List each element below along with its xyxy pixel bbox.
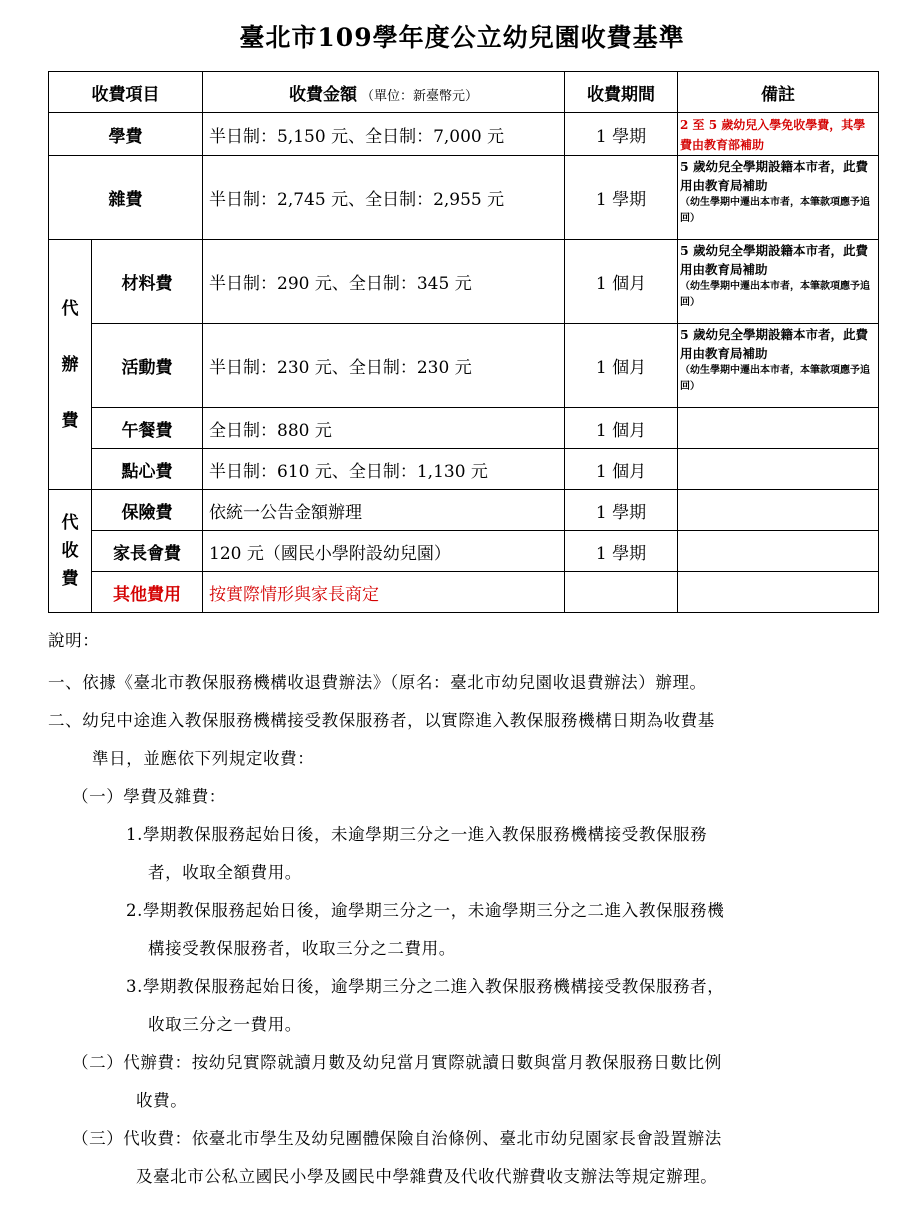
remark-materials <box>678 240 879 324</box>
period-other <box>565 572 678 613</box>
amount-snack: 半日制：610 元、全日制：1,130 元 <box>203 449 565 490</box>
remark-lunch <box>678 408 879 449</box>
item-other: 其他費用 <box>92 572 203 613</box>
table-row-lunch <box>49 408 879 449</box>
note-2-line-2: 準日，並應依下列規定收費： <box>92 749 315 768</box>
header-amount-label: 收費金額 <box>288 84 357 105</box>
period-lunch: 1 個月 <box>565 408 678 449</box>
item-parents: 家長會費 <box>92 531 203 572</box>
period-materials: 1 個月 <box>565 240 678 324</box>
item-activity: 活動費 <box>92 324 203 408</box>
period-tuition: 1 學期 <box>565 113 678 156</box>
table-row-other <box>49 572 879 613</box>
remark-activity-sub: （幼生學期中遷出本市者，本筆款項應予追回） <box>680 365 870 392</box>
note-2-item-3-line-2: 收取三分之一費用。 <box>148 1015 302 1034</box>
period-snack: 1 個月 <box>565 449 678 490</box>
remark-insurance <box>678 490 879 531</box>
note-1: 一、依據《臺北市教保服務機構收退費辦法》（原名：臺北市幼兒園收退費辦法）辦理。 <box>48 673 707 692</box>
page-title: 臺北市109學年度公立幼兒園收費基準 <box>239 23 685 52</box>
table-row-materials <box>49 240 879 324</box>
category-agency <box>49 240 92 490</box>
remark-activity <box>678 324 879 408</box>
note-2-sub-3-line-2: 及臺北市公私立國民小學及國民中學雜費及代收代辦費收支辦法等規定辦理。 <box>136 1167 718 1186</box>
amount-activity: 半日制：230 元、全日制：230 元 <box>203 324 565 408</box>
remark-parents <box>678 531 879 572</box>
period-parents: 1 學期 <box>565 531 678 572</box>
note-2-item-1-line-2: 者，收取全額費用。 <box>148 863 302 882</box>
period-activity: 1 個月 <box>565 324 678 408</box>
note-2-line-1: 二、幼兒中途進入教保服務機構接受教保服務者，以實際進入教保服務機構日期為收費基 <box>48 711 715 730</box>
remark-other <box>678 572 879 613</box>
notes-intro: 說明： <box>48 631 100 650</box>
remark-materials-main: 5 歲幼兒全學期設籍本市者，此費用由教育局補助 <box>680 243 869 277</box>
note-2-sub-2-line-2: 收費。 <box>136 1091 188 1110</box>
category-collection-text: 代收費 <box>61 512 79 589</box>
remark-materials-sub: （幼生學期中遷出本市者，本筆款項應予追回） <box>680 281 870 308</box>
remark-tuition-text: 2 至 5 歲幼兒入學免收學費，其學費由教育部補助 <box>680 118 866 152</box>
category-collection <box>49 490 92 613</box>
note-2-sub-3-line-1: （三）代收費：依臺北市學生及幼兒團體保險自治條例、臺北市幼兒園家長會設置辦法 <box>72 1129 722 1148</box>
header-remark: 備註 <box>678 72 879 113</box>
amount-other: 按實際情形與家長商定 <box>203 572 565 613</box>
remark-snack <box>678 449 879 490</box>
notes-section <box>48 622 888 1196</box>
note-2-item-1-line-1: 1.學期教保服務起始日後，未逾學期三分之一進入教保服務機構接受教保服務 <box>126 825 708 844</box>
header-amount <box>203 72 565 113</box>
header-period: 收費期間 <box>565 72 678 113</box>
amount-parents: 120 元（國民小學附設幼兒園） <box>203 531 565 572</box>
amount-lunch: 全日制：880 元 <box>203 408 565 449</box>
remark-misc <box>678 156 879 240</box>
table-header-row <box>49 72 879 113</box>
note-2-sub-1: （一）學費及雜費： <box>72 787 226 806</box>
table-row-tuition <box>49 113 879 156</box>
table-row-parents <box>49 531 879 572</box>
table-row-snack <box>49 449 879 490</box>
amount-insurance: 依統一公告金額辦理 <box>203 490 565 531</box>
item-insurance: 保險費 <box>92 490 203 531</box>
category-agency-text: 代辦費 <box>61 298 79 431</box>
note-2-item-2-line-1: 2.學期教保服務起始日後，逾學期三分之一，未逾學期三分之二進入教保服務機 <box>126 901 725 920</box>
remark-activity-main: 5 歲幼兒全學期設籍本市者，此費用由教育局補助 <box>680 327 869 361</box>
item-tuition: 學費 <box>49 113 203 156</box>
item-materials: 材料費 <box>92 240 203 324</box>
amount-materials: 半日制：290 元、全日制：345 元 <box>203 240 565 324</box>
item-misc: 雜費 <box>49 156 203 240</box>
header-item: 收費項目 <box>49 72 203 113</box>
period-insurance: 1 學期 <box>565 490 678 531</box>
remark-tuition <box>678 113 879 156</box>
table-row-insurance <box>49 490 879 531</box>
item-snack: 點心費 <box>92 449 203 490</box>
amount-misc: 半日制：2,745 元、全日制：2,955 元 <box>203 156 565 240</box>
note-2-item-2-line-2: 構接受教保服務者，收取三分之二費用。 <box>148 939 456 958</box>
note-2-sub-2-line-1: （二）代辦費：按幼兒實際就讀月數及幼兒當月實際就讀日數與當月教保服務日數比例 <box>72 1053 722 1072</box>
item-lunch: 午餐費 <box>92 408 203 449</box>
header-amount-unit: （單位：新臺幣元） <box>360 88 478 104</box>
table-row-misc <box>49 156 879 240</box>
note-2-item-3-line-1: 3.學期教保服務起始日後，逾學期三分之二進入教保服務機構接受教保服務者， <box>126 977 725 996</box>
remark-misc-main: 5 歲幼兒全學期設籍本市者，此費用由教育局補助 <box>680 159 869 193</box>
remark-misc-sub: （幼生學期中遷出本市者，本筆款項應予追回） <box>680 197 870 224</box>
table-row-activity <box>49 324 879 408</box>
period-misc: 1 學期 <box>565 156 678 240</box>
amount-tuition: 半日制：5,150 元、全日制：7,000 元 <box>203 113 565 156</box>
fee-table <box>48 71 879 613</box>
